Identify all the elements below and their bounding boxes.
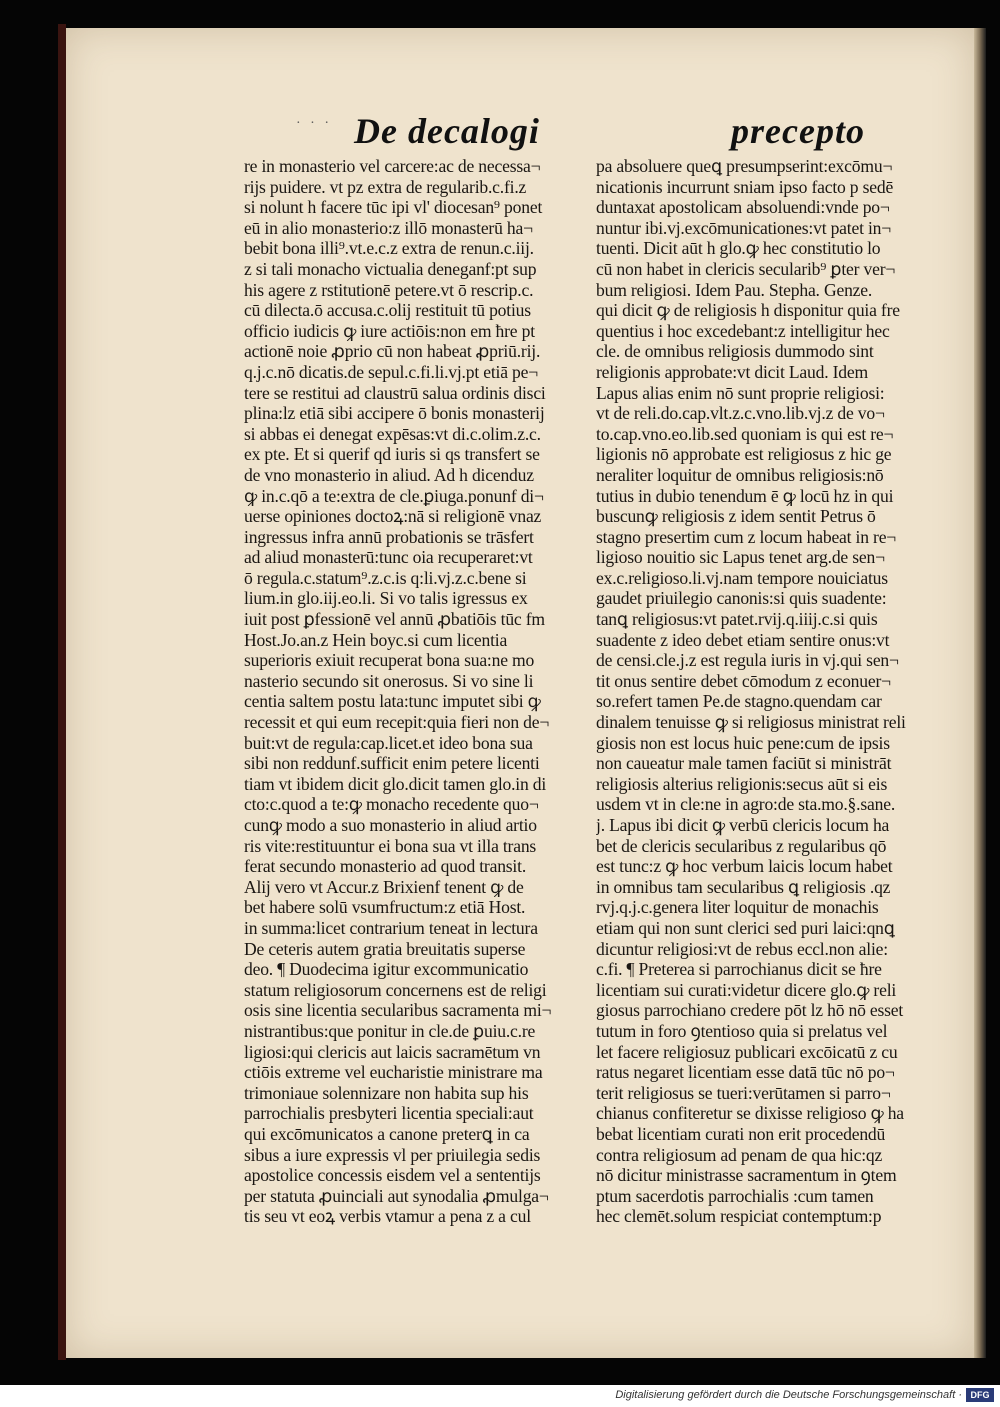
- text-line: re in monasterio vel carcere:ac de necessa¬: [244, 156, 541, 176]
- text-line: hec clemēt.solum respiciat contemptum:p: [596, 1206, 882, 1227]
- text-line: quentius i hoc excedebant:z intelligitur hec: [596, 320, 890, 341]
- text-line: cto:c.quod a te:ꝙ monacho recedente quo¬: [244, 794, 539, 815]
- text-line: tiam vt ibidem dicit glo.dicit tamen glo.in di: [244, 773, 547, 794]
- text-line: so.refert tamen Pe.de stagno.quendam car: [596, 691, 882, 712]
- text-line: recessit et qui eum recepit:quia fieri non de¬: [244, 712, 550, 733]
- text-line: apostolice concessis eisdem vel a sententijs: [244, 1165, 541, 1186]
- text-line: cū non habet in clericis secularib⁹ ꝑter ver¬: [596, 258, 896, 279]
- text-line: ligioso nouitio sic Lapus tenet arg.de sen¬: [596, 547, 885, 568]
- text-line: Lapus alias enim nō sunt proprie religiosi:: [596, 382, 885, 403]
- text-line: cle. de omnibus religiosis dummodo sint: [596, 341, 874, 362]
- text-line: nō dicitur ministrasse sacramentum in ꝯtem: [596, 1165, 897, 1186]
- text-line: cunꝙ modo a suo monasterio in aliud artio: [244, 815, 537, 835]
- text-column-left: [244, 156, 594, 1227]
- text-line: ratus negaret licentiam esse datā tūc nō po¬: [596, 1062, 895, 1083]
- text-line: tere se restitui ad claustrū salua ordinis disci: [244, 382, 546, 403]
- text-line: to.cap.vno.eo.lib.sed quoniam is qui est re¬: [596, 423, 894, 444]
- text-line: tutius in dubio tenendum ē ꝙ locū hz in qui: [596, 485, 894, 506]
- text-line: ad aliud monasterū:tunc oia recuperaret:vt: [244, 547, 533, 568]
- text-line: in omnibus tam secularibus ꝗ religiosis .qz: [596, 876, 891, 897]
- text-line: iuit post ꝑfessionē vel annū ꝓbatiōis tūc fm: [244, 609, 545, 630]
- text-line: centia saltem postu lata:tunc imputet sibi ꝙ: [244, 691, 541, 712]
- text-line: statum religiosorum concernens est de religi: [244, 979, 547, 1000]
- text-line: bet de clericis secularibus z regularibus qō: [596, 835, 887, 856]
- text-line: ris vite:restituuntur ei bona sua vt illa trans: [244, 835, 537, 856]
- text-line: uerse opiniones doctoꝝ:nā si religionē vnaz: [244, 506, 542, 527]
- text-line: bet habere solū vsumfructum:z etiā Host.: [244, 897, 526, 918]
- text-line: qui dicit ꝙ de religiosis h disponitur quia fre: [596, 300, 900, 321]
- text-line: dicuntur religiosi:vt de rebus eccl.non alie:: [596, 938, 888, 959]
- text-line: etiam qui non sunt clerici sed puri laici:qnꝗ: [596, 917, 895, 938]
- text-line: Alij vero vt Accur.z Brixienf tenent ꝙ de: [244, 876, 524, 897]
- text-line: vt de reli.do.cap.vlt.z.c.vno.lib.vj.z de vo¬: [596, 403, 885, 424]
- text-line: usdem vt in cle:ne in agro:de sta.mo.§.sane.: [596, 794, 896, 815]
- text-line: duntaxat apostolicam absoluendi:vnde po¬: [596, 197, 890, 218]
- text-line: rvj.q.j.c.genera liter loquitur de monachis: [596, 897, 879, 918]
- text-line: sibus a iure expressis vl per priuilegia sedis: [244, 1144, 541, 1165]
- text-line: ligionis nō approbate est religiosus z hic ge: [596, 444, 892, 465]
- text-line: nuntur ibi.vj.excōmunicationes:vt patet in¬: [596, 217, 891, 238]
- text-line: ptum sacerdotis parrochialis :cum tamen: [596, 1185, 874, 1206]
- text-line: j. Lapus ibi dicit ꝙ verbū clericis locum ha: [596, 815, 890, 835]
- text-line: de censi.cle.j.z est regula iuris in vj.qui sen¬: [596, 650, 899, 671]
- text-line: c.fi. ¶ Preterea si parrochianus dicit se ħre: [596, 959, 882, 980]
- text-line: buscunꝙ religiosis z idem sentit Petrus ō: [596, 506, 876, 527]
- text-line: pa absoluere queꝗ presumpserint:excōmu¬: [596, 156, 893, 176]
- text-line: deo. ¶ Duodecima igitur excommunicatio: [244, 959, 529, 980]
- text-line: ctiōis extreme vel eucharistie ministrare ma: [244, 1062, 543, 1083]
- text-line: bum religiosi. Idem Pau. Stepha. Genze.: [596, 279, 873, 300]
- text-line: z si tali monacho victualia deneganf:pt sup: [244, 258, 537, 279]
- text-line: gaudet priuilegio canonis:si quis suadente:: [596, 588, 887, 609]
- text-line: suadente z ideo debet etiam sentire onus:vt: [596, 629, 890, 650]
- text-line: giosus parrochiano credere pōt lz hō nō esset: [596, 1000, 904, 1021]
- text-line: parrochialis presbyteri licentia speciali:aut: [244, 1103, 534, 1124]
- text-line: religiosis alterius religionis:secus aūt si eis: [596, 773, 888, 794]
- text-line: tanꝗ religiosus:vt patet.rvij.q.iiij.c.si quis: [596, 609, 878, 630]
- text-line: bebat licentiam curati non erit procedendū: [596, 1123, 886, 1144]
- text-line: De ceteris autem gratia breuitatis superse: [244, 938, 526, 959]
- text-line: tit onus sentire debet cōmodum z econuer¬: [596, 670, 891, 691]
- dfg-logo: DFG: [966, 1388, 994, 1402]
- text-line: ex pte. Et si querif qd iuris si qs transfert se: [244, 444, 540, 465]
- footer-bar: [0, 1385, 1000, 1407]
- text-column-right: [596, 156, 958, 1227]
- text-line: ō regula.c.statum⁹.z.c.is q:li.vj.z.c.bene si: [244, 567, 527, 588]
- text-line: bebit bona illi⁹.vt.e.c.z extra de renun.c.iij.: [244, 238, 534, 259]
- text-line: chianus confiteretur se dixisse religioso ꝙ ha: [596, 1103, 904, 1124]
- text-line: dinalem tenuisse ꝙ si religiosus ministrat reli: [596, 712, 906, 733]
- running-head: [66, 110, 974, 160]
- text-line: ligiosi:qui clericis aut laicis sacramētum vn: [244, 1041, 541, 1062]
- text-line: ꝙ in.c.qō a te:extra de cle.ꝑiuga.ponunf di¬: [244, 485, 544, 506]
- text-line: buit:vt de regula:cap.licet.et ideo bona sua: [244, 732, 533, 753]
- text-line: nasterio secundo sit onerosus. Si vo sine li: [244, 670, 534, 691]
- text-line: Host.Jo.an.z Hein boyc.si cum licentia: [244, 629, 508, 650]
- running-head-right: precepto: [731, 111, 865, 151]
- text-line: actionē noie ꝓprio cū non habeat ꝓpriū.rij.: [244, 341, 541, 362]
- text-line: contra religiosum ad penam de qua hic:qz: [596, 1144, 883, 1165]
- text-line: nistrantibus:que ponitur in cle.de ꝑuiu.c.re: [244, 1020, 536, 1041]
- text-line: si abbas ei denegat expēsas:vt di.c.olim.z.c.: [244, 423, 541, 444]
- text-line: per statuta ꝓuinciali aut synodalia ꝓmulga¬: [244, 1185, 549, 1206]
- text-line: qui excōmunicatos a canone preterꝗ in ca: [244, 1123, 530, 1144]
- text-line: q.j.c.nō dicatis.de sepul.c.fi.li.vj.pt etiā pe¬: [244, 361, 538, 382]
- text-line: rijs puidere. vt pz extra de regularib.c.fi.z: [244, 176, 527, 197]
- text-line: tuenti. Dicit aūt h glo.ꝙ hec constitutio lo: [596, 238, 881, 259]
- text-line: giosis non est locus huic pene:cum de ipsis: [596, 732, 890, 753]
- running-head-mark: · · ·: [296, 116, 332, 131]
- text-line: ex.c.religioso.li.vj.nam tempore nouiciatus: [596, 567, 888, 588]
- text-line: in summa:licet contrarium teneat in lectura: [244, 917, 538, 938]
- text-line: trimoniaue solennizare non habita sup his: [244, 1082, 529, 1103]
- text-line: terit religiosus se tueri:verūtamen si parro¬: [596, 1082, 891, 1103]
- text-line: tis seu vt eoꝝ verbis vtamur a pena z a cul: [244, 1206, 531, 1227]
- text-line: est tunc:z ꝙ hoc verbum laicis locum habet: [596, 856, 893, 877]
- text-line: si nolunt h facere tūc ipi vl' diocesan⁹ ponet: [244, 197, 543, 218]
- text-line: stagno presertim cum z locum habeat in re¬: [596, 526, 897, 547]
- text-line: eū in alio monasterio:z illō monasterū ha¬: [244, 217, 533, 238]
- text-line: osis sine licentia secularibus sacramenta mi¬: [244, 1000, 552, 1021]
- text-line: tutum in foro ꝯtentioso quia si prelatus vel: [596, 1020, 888, 1041]
- text-line: ferat secundo monasterio ad quod transit.: [244, 856, 527, 877]
- text-line: lium.in glo.iij.eo.li. Si vo talis igressus ex: [244, 588, 528, 609]
- text-line: superioris exiuit recuperat bona sua:ne mo: [244, 650, 535, 671]
- book-page: [66, 28, 974, 1358]
- text-line: ingressus infra annū probationis se trāsfert: [244, 526, 534, 547]
- text-line: plina:lz etiā sibi accipere ō bonis monasterij: [244, 403, 545, 424]
- running-head-left: De decalogi: [354, 111, 540, 151]
- book-edge-right: [974, 28, 986, 1358]
- funding-note: Digitalisierung gefördert durch die Deutsche Forschungsgemeinschaft ·: [615, 1389, 962, 1401]
- text-line: cū dilecta.ō accusa.c.olij restituit tū potius: [244, 300, 531, 321]
- book-edge-left: [58, 24, 66, 1360]
- text-line: officio iudicis ꝙ iure actiōis:non em ħre pt: [244, 320, 535, 341]
- text-line: neraliter loquitur de omnibus religiosis:nō: [596, 464, 884, 485]
- text-line: non caueatur male tamen faciūt si ministrāt: [596, 753, 892, 774]
- text-line: nicationis incurrunt sniam ipso facto p sedē: [596, 176, 894, 197]
- text-line: let facere religiosuz publicari excōicatū z cu: [596, 1041, 898, 1062]
- text-line: religionis approbate:vt dicit Laud. Idem: [596, 361, 868, 382]
- text-line: de vno monasterio in aliud. Ad h dicenduz: [244, 464, 534, 485]
- text-line: his agere z rstitutionē petere.vt ō rescrip.c.: [244, 279, 534, 300]
- text-line: licentiam sui curati:videtur dicere glo.ꝙ reli: [596, 979, 897, 1000]
- text-line: sibi non reddunf.sufficit enim petere licenti: [244, 753, 540, 774]
